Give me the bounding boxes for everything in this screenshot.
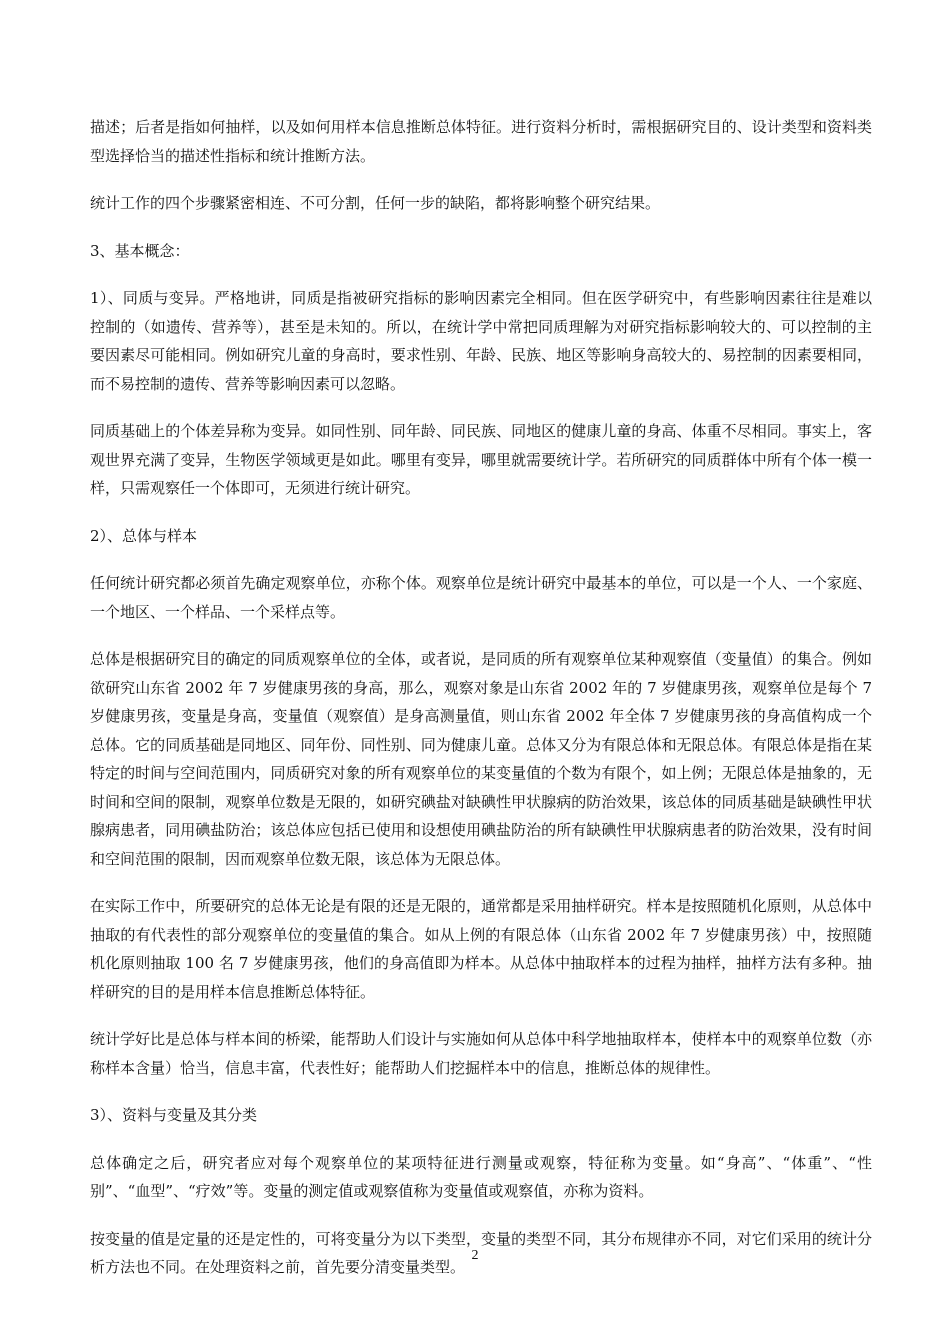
paragraph-statistics-bridge: 统计学好比是总体与样本间的桥梁，能帮助人们设计与实施如何从总体中科学地抽取样本，使样本中的观察单位数（亦称样本含量）恰当，信息丰富，代表性好；能帮助人们挖掘样本中的信息，推断总体的规律性。 xyxy=(90,1030,872,1077)
page-number: 2 xyxy=(471,1248,479,1263)
heading-population-sample: 2）、总体与样本 xyxy=(90,526,198,545)
paragraph-variation: 同质基础上的个体差异称为变异。如同性别、同年龄、同民族、同地区的健康儿童的身高、体重不尽相同。事实上，客观世界充满了变异，生物医学领域更是如此。哪里有变异，哪里就需要统计学。若所研究的同质群体中所有个体一模一样，只需观察任一个体即可，无须进行统计研究。 xyxy=(90,422,872,497)
paragraph-observation-unit: 任何统计研究都必须首先确定观察单位，亦称个体。观察单位是统计研究中最基本的单位，可以是一个人、一个家庭、一个地区、一个样品、一个采样点等。 xyxy=(90,574,872,621)
paragraph-variables: 总体确定之后，研究者应对每个观察单位的某项特征进行测量或观察，特征称为变量。如“身高”、“体重”、“性别”、“血型”、“疗效”等。变量的测定值或观察值称为变量值或观察值，亦称为资料。 xyxy=(90,1153,872,1200)
heading-data-variables: 3）、资料与变量及其分类 xyxy=(90,1106,258,1124)
paragraph-variable-types: 按变量的值是定量的还是定性的，可将变量分为以下类型，变量的类型不同，其分布规律亦不同，对它们采用的统计分析方法也不同。在处理资料之前，首先要分清变量类型。 xyxy=(90,1229,872,1276)
paragraph-analysis-methods: 描述；后者是指如何抽样，以及如何用样本信息推断总体特征。进行资料分析时，需根据研究目的、设计类型和资料类型选择恰当的描述性指标和统计推断方法。 xyxy=(90,118,872,165)
paragraph-sample: 在实际工作中，所要研究的总体无论是有限的还是无限的，通常都是采用抽样研究。样本是按照随机化原则，从总体中抽取的有代表性的部分观察单位的变量值的集合。如从上例的有限总体（山东省 2002 年 7 岁健康男孩）中，按照随机化原则抽取 100 名 7 岁健康男孩，他们的身高值即为样本。从总体中抽取样本的过程为抽样，抽样方法有多种。抽样研究的目的是用样本信息推断总体特征。 xyxy=(90,897,872,1001)
body-text xyxy=(90,113,872,1301)
heading-basic-concepts: 3、基本概念： xyxy=(90,241,190,260)
paragraph-four-steps: 统计工作的四个步骤紧密相连、不可分割，任何一步的缺陷，都将影响整个研究结果。 xyxy=(90,194,661,212)
paragraph-homogeneity: 1）、同质与变异。严格地讲，同质是指被研究指标的影响因素完全相同。但在医学研究中，有些影响因素往往是难以控制的（如遗传、营养等），甚至是未知的。所以，在统计学中常把同质理解为对研究指标影响较大的、可以控制的主要因素尽可能相同。例如研究儿童的身高时，要求性别、年龄、民族、地区等影响身高较大的、易控制的因素要相同，而不易控制的遗传、营养等影响因素可以忽略。 xyxy=(90,289,872,393)
paragraph-population: 总体是根据研究目的确定的同质观察单位的全体，或者说，是同质的所有观察单位某种观察值（变量值）的集合。例如欲研究山东省 2002 年 7 岁健康男孩的身高，那么，观察对象是山东省 2002 年的 7 岁健康男孩，观察单位是每个 7 岁健康男孩，变量是身高，变量值（观察值）是身高测量值，则山东省 2002 年全体 7 岁健康男孩的身高值构成一个总体。它的同质基础是同地区、同年份、同性别、同为健康儿童。总体又分为有限总体和无限总体。有限总体是指在某特定的时间与空间范围内，同质研究对象的所有观察单位的某变量值的个数为有限个，如上例；无限总体是抽象的，无时间和空间的限制，观察单位数是无限的，如研究碘盐对缺碘性甲状腺病的防治效果，该总体的同质基础是缺碘性甲状腺病患者，同用碘盐防治；该总体应包括已使用和设想使用碘盐防治的所有缺碘性甲状腺病患者的防治效果，没有时间和空间范围的限制，因而观察单位数无限，该总体为无限总体。 xyxy=(90,650,872,868)
